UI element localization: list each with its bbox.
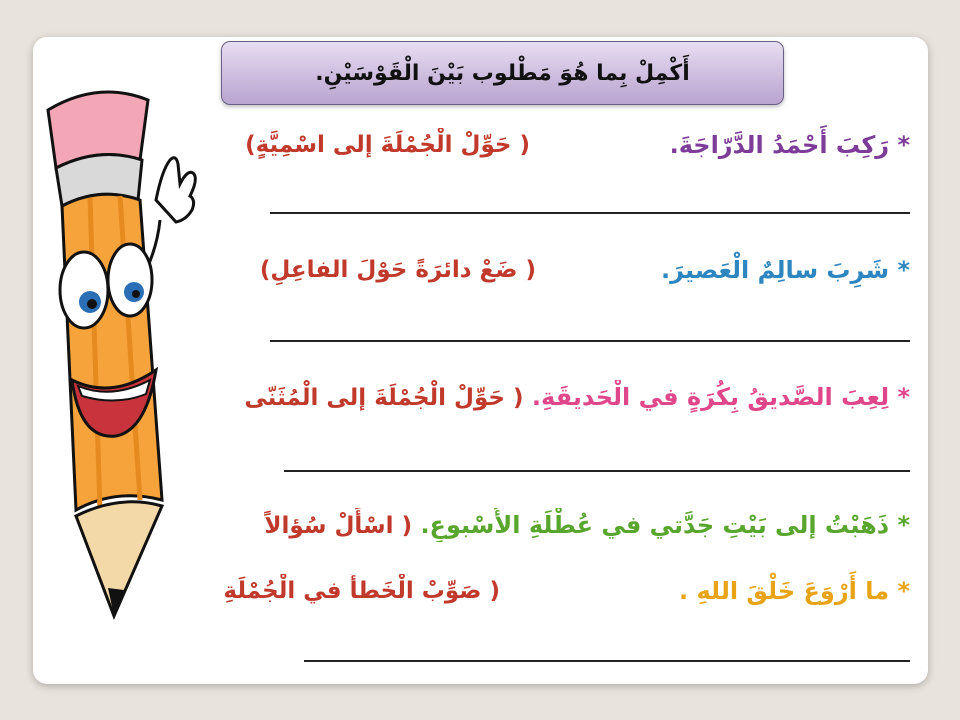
hand-shape [156,158,195,222]
sentence-4: * ذَهَبْتُ إلى بَيْتِ جَدَّتي في عُطْلَةِ الأُسْبوعِ. ( اسْأَلْ سُؤالاً [264,511,910,539]
answer-line-3[interactable] [284,470,910,472]
sentence-1-text: * رَكِبَ أَحْمَدُ الدَّرّاجَةَ. [669,131,910,159]
sentence-2: * شَرِبَ سالِمٌ الْعَصيرَ. [661,256,910,284]
answer-line-5[interactable] [304,660,910,662]
answer-line-2[interactable] [270,340,910,342]
instruction-2: ( ضَعْ دائرَةً حَوْلَ الفاعِلِ) [259,257,536,283]
sentence-3: * لِعِبَ الصَّديقُ بِكُرَةٍ في الْحَديقَةِ. ( حَوِّلْ الْجُمْلَةَ إلى الْمُثَنّى [244,383,910,411]
sentence-5: * ما أَرْوَعَ خَلْقَ اللهِ . [679,577,910,605]
sentence-1 [670,128,910,162]
instruction-5: ( صَوِّبْ الْخَطأَ في الْجُمْلَةِ [223,578,500,604]
title-text: أَكْمِلْ بِما هُوَ مَطْلوب بَيْنَ الْقَوْسَيْنِ. [315,60,690,86]
instruction-title [221,41,784,105]
answer-line-1[interactable] [270,212,910,214]
instruction-1: ( حَوِّلْ الْجُمْلَةَ إلى اسْمِيَّةٍ) [245,132,530,158]
pencil-character-illustration [38,80,198,620]
